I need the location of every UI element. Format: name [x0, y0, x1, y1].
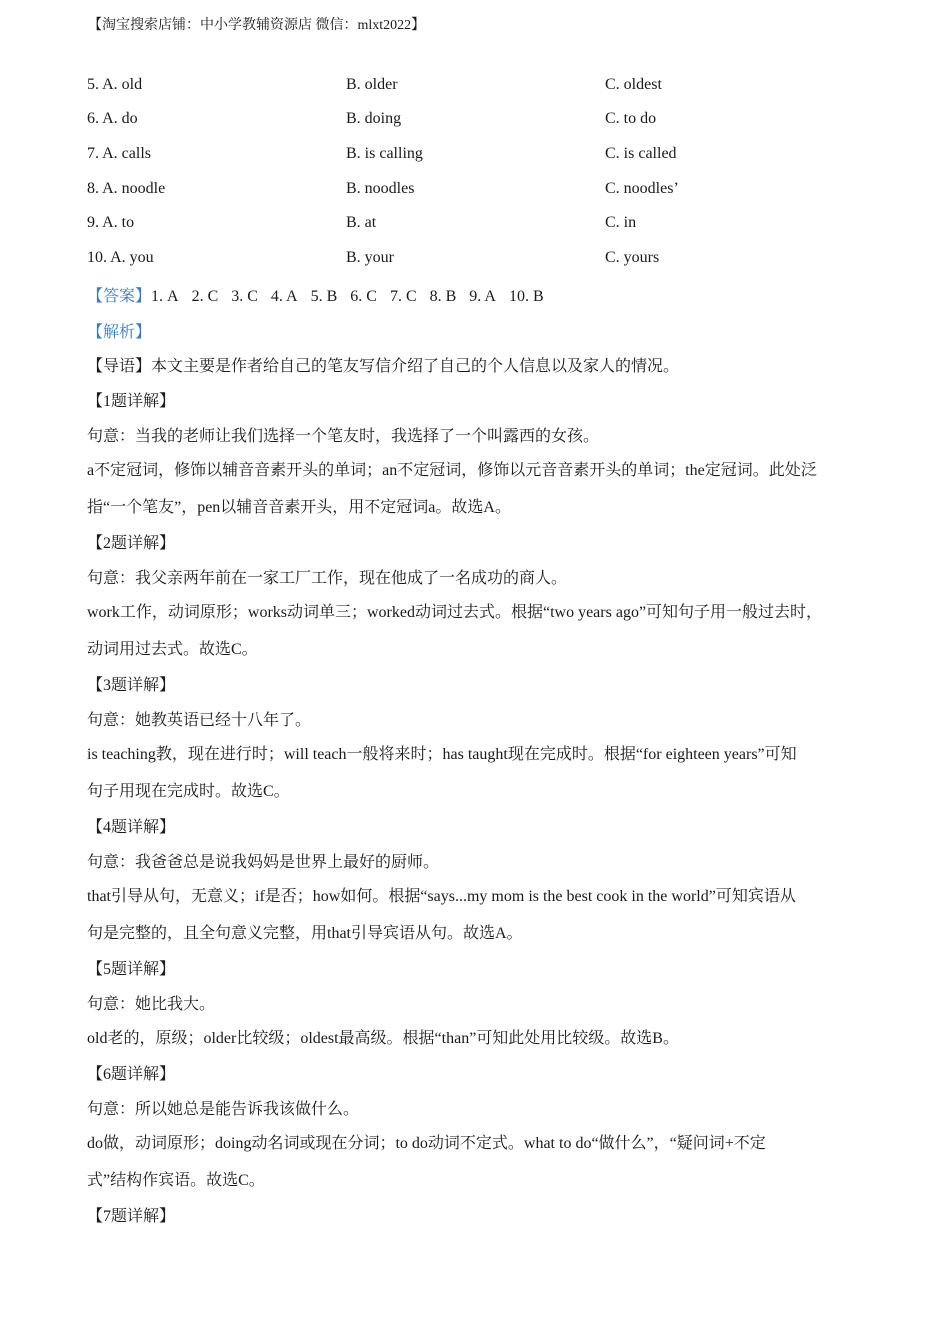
answer-item: 1. A	[151, 288, 179, 305]
section-heading: 【5题详解】	[87, 961, 176, 978]
section-heading: 【3题详解】	[87, 677, 176, 694]
answer-item: 7. C	[389, 288, 417, 305]
section-heading: 【7题详解】	[87, 1208, 176, 1225]
option-a: 10. A. you	[87, 249, 154, 266]
option-c: C. in	[605, 214, 637, 231]
option-row-8	[87, 180, 887, 202]
option-row-7	[87, 145, 887, 167]
option-b: B. doing	[346, 110, 402, 127]
sentence-meaning: 句意：我父亲两年前在一家工厂工作，现在他成了一名成功的商人。	[87, 570, 568, 587]
option-c: C. oldest	[605, 76, 662, 93]
analysis-label: 【解析】	[87, 324, 152, 341]
explanation-text: is teaching教，现在进行时；will teach一般将来时；has taught现在完成时。根据“for eighteen years”可知	[87, 746, 797, 763]
explanation-text: a不定冠词，修饰以辅音音素开头的单词；an不定冠词，修饰以元音音素开头的单词；the定冠词。此处泛	[87, 462, 817, 479]
option-a: 5. A. old	[87, 76, 143, 93]
option-row-10	[87, 249, 887, 271]
answer-item: 10. B	[508, 288, 544, 305]
option-b: B. your	[346, 249, 394, 266]
answer-item: 9. A	[469, 288, 496, 305]
option-a: 7. A. calls	[87, 145, 151, 162]
option-row-6	[87, 110, 887, 132]
option-row-5	[87, 76, 887, 98]
sentence-meaning: 句意：她教英语已经十八年了。	[87, 712, 312, 729]
option-c: C. to do	[605, 110, 657, 127]
explanation-text: 式”结构作宾语。故选C。	[87, 1172, 265, 1189]
option-row-9	[87, 214, 887, 236]
explanation-text: work工作，动词原形；works动词单三；worked动词过去式。根据“two years ago”可知句子用一般过去时，	[87, 604, 823, 621]
section-heading: 【2题详解】	[87, 535, 176, 552]
intro-line: 【导语】本文主要是作者给自己的笔友写信介绍了自己的个人信息以及家人的情况。	[87, 358, 680, 375]
option-a: 6. A. do	[87, 110, 138, 127]
explanation-text: 指“一个笔友”，pen以辅音音素开头，用不定冠词a。故选A。	[87, 499, 511, 516]
sentence-meaning: 句意：当我的老师让我们选择一个笔友时，我选择了一个叫露西的女孩。	[87, 428, 600, 445]
answer-item: 3. C	[231, 288, 258, 305]
explanation-text: old老的，原级；older比较级；oldest最高级。根据“than”可知此处用比较级。故选B。	[87, 1030, 679, 1047]
section-heading: 【1题详解】	[87, 393, 176, 410]
option-b: B. is calling	[346, 145, 423, 162]
explanation-text: 句子用现在完成时。故选C。	[87, 783, 290, 800]
sentence-meaning: 句意：她比我大。	[87, 996, 216, 1013]
sentence-meaning: 句意：所以她总是能告诉我该做什么。	[87, 1101, 360, 1118]
answer-item: 2. C	[191, 288, 219, 305]
page-header: 【淘宝搜索店铺：中小学教辅资源店 微信：mlxt2022】	[88, 18, 426, 33]
option-c: C. is called	[605, 145, 677, 162]
explanation-text: 句是完整的，且全句意义完整，用that引导宾语从句。故选A。	[87, 925, 523, 942]
answer-item: 4. A	[270, 288, 298, 305]
sentence-meaning: 句意：我爸爸总是说我妈妈是世界上最好的厨师。	[87, 854, 440, 871]
answer-item: 5. B	[310, 288, 338, 305]
answer-item: 6. C	[350, 288, 377, 305]
section-heading: 【4题详解】	[87, 819, 176, 836]
option-b: B. at	[346, 214, 377, 231]
answer-line	[87, 283, 557, 306]
answer-item: 8. B	[429, 288, 457, 305]
option-b: B. older	[346, 76, 398, 93]
option-c: C. noodles’	[605, 180, 679, 197]
answer-label: 【答案】	[87, 288, 152, 305]
option-b: B. noodles	[346, 180, 415, 197]
option-a: 9. A. to	[87, 214, 135, 231]
option-a: 8. A. noodle	[87, 180, 166, 197]
explanation-text: that引导从句，无意义；if是否；how如何。根据“says...my mom is the best cook in the world”可知宾语从	[87, 888, 796, 905]
option-c: C. yours	[605, 249, 660, 266]
section-heading: 【6题详解】	[87, 1066, 176, 1083]
explanation-text: 动词用过去式。故选C。	[87, 641, 258, 658]
explanation-text: do做，动词原形；doing动名词或现在分词；to do动词不定式。what to do“做什么”，“疑问词+不定	[87, 1135, 766, 1152]
